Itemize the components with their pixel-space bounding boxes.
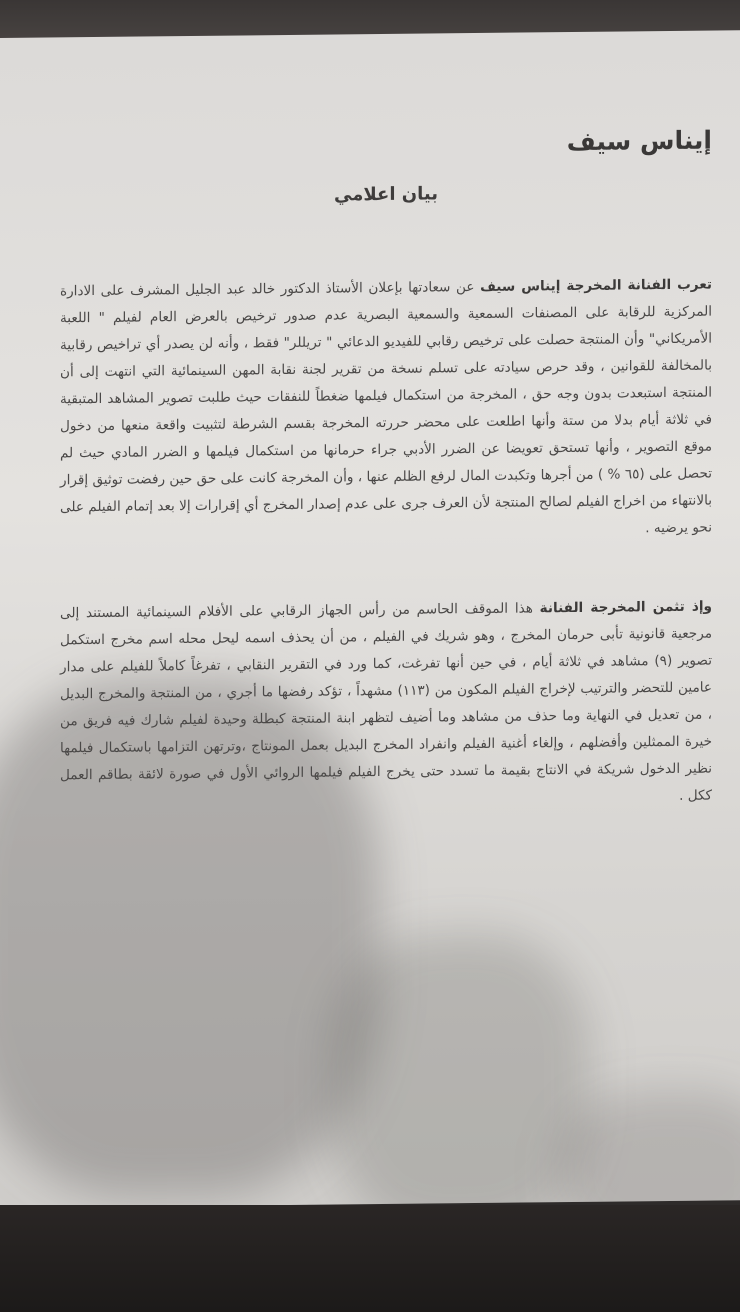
document-subtitle: بيان اعلامي (334, 183, 438, 206)
paragraph-1 (60, 272, 712, 549)
background-bottom (0, 1205, 740, 1312)
paragraph-1-lead: تعرب الفنانة المخرجة إيناس سيف (480, 276, 712, 295)
paragraph-1-body: عن سعادتها بإعلان الأستاذ الدكتور خالد عبد الجليل المشرف على الادارة المركزية للرقابة على المصنفات السمعية والسمعية البصرية عدم صدور ترخيص بالعرض العام لفيلم " اللعبة الأمريكاني" وأن المنتجة حصلت على ترخيص رقابي للفيديو الدعائي " تريللر" فقط ، وأنه لن يصدر أي تراخيص رقابية بالمخالفة للقوانين ، وقد حرص سيادته على تسلم نسخة من تقرير لجنة نقابة المهن السينمائية التي انتهت إلى أن المنتجة استبعدت بدون وجه حق ، المخرجة من استكمال فيلمها ضغطاً للنفقات حيث طلبت تصوير المشاهد المتبقية في ثلاثة أيام بدلا من ستة وأنها اطلعت على محضر حررته المخرجة بقسم الشرطة لتثبيت واقعة منعها من دخول موقع التصوير ، وأنها تستحق تعويضا عن الضرر الأدبي جراء حرمانها من استكمال فيلمها و الضرر المادي حيث لم تحصل على (٦٥ % ) من أجرها وتكبدت المال لرفع الظلم عنها ، وأن المخرجة كانت على حق حين رفضت توثيق إقرار بالانتهاء من اخراج الفيلم لصالح المنتجة لأن العرف جرى على عدم إصدار المخرج أي إقرارات إلا بعد إتمام الفيلم على نحو يرضيه . (60, 278, 713, 537)
shadow-region (330, 932, 590, 1208)
paragraph-2-body: هذا الموقف الحاسم من رأس الجهاز الرقابي على الأفلام السينمائية المستند إلى مرجعية قانونية تأبى حرمان المخرج ، وهو شريك في الفيلم ، من أن يحذف اسمه ليحل محله اسم مخرج استكمل تصوير (٩) مشاهد في ثلاثة أيام ، في حين أنها تفرغت، كما ورد في التقرير النقابي ، تفرغاً كاملاً للفيلم على مدار عامين للتحضر والترتيب لإخراج الفيلم المكون من (١١٣) مشهداً ، تؤكد رفضها ما أجري ، من المنتجة والمخرج البديل ، من تعديل في النهاية وما حذف من مشاهد وما أضيف لتظهر ابنة المنتجة كبطلة وحيدة لفيلم شارك فيه فريق من خيرة الممثلين وأفضلهم ، وإلغاء أغنية الفيلم وانفراد المخرج البديل بعمل المونتاج ،وترتهن التزامها باستكمال فيلمها نظير الدخول شريكة في الانتاج بقيمة ما تسدد حتى يخرج الفيلم فيلمها الروائي الأول في صورة لائقة بطاقم العمل ككل . (60, 600, 712, 804)
paragraph-2 (60, 594, 712, 817)
author-name: إيناس سيف (566, 125, 712, 157)
document-page (0, 30, 740, 1208)
paragraph-2-lead: وإذ تثمن المخرجة الفنانة (539, 598, 712, 617)
document-body (60, 126, 712, 817)
